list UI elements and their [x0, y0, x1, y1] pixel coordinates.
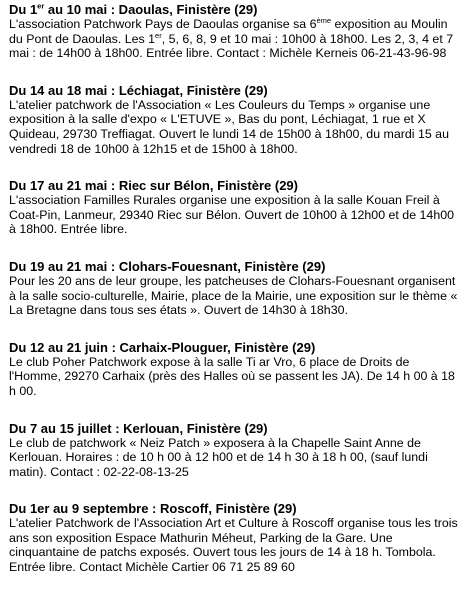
superscript: ème — [316, 15, 332, 25]
event-title: Du 17 au 21 mai : Riec sur Bélon, Finistère (29) — [9, 178, 298, 194]
event-block-carhaix-plouguer — [9, 340, 461, 399]
event-block-kerlouan — [9, 421, 461, 480]
event-title: Du 19 au 21 mai : Clohars-Fouesnant, Finistère (29) — [9, 258, 326, 274]
event-title: Du 1er au 9 septembre : Roscoff, Finistère (29) — [9, 501, 297, 517]
superscript: er — [37, 1, 45, 11]
event-block-roscoff — [9, 501, 461, 574]
event-block-daoulas — [9, 2, 461, 61]
event-block-clohars-fouesnant — [9, 259, 461, 318]
event-description: Pour les 20 ans de leur groupe, les patcheuses de Clohars-Fouesnant organisent à la salle socio-culturelle, Mairie, place de la Mairie, une exposition sur le thème « La Bretagne dans tous ses états ». Ouvert de 14h30 à 18h30. — [9, 273, 458, 318]
event-title: Du 1er au 10 mai : Daoulas, Finistère (29) — [9, 1, 258, 17]
event-description: L'association Familles Rurales organise une exposition à la salle Kouan Freil à Coat-Pin, Lanmeur, 29340 Riec sur Bélon. Ouvert de 10h00 à 12h00 et de 14h00 à 18h00. Entrée libre. — [9, 193, 454, 237]
event-block-lechiagat — [9, 83, 461, 156]
event-description: Le club de patchwork « Neiz Patch » exposera à la Chapelle Saint Anne de Kerlouan. Horaires : de 10 h 00 à 12 h00 et de 14 h 30 à 18 h 00, (sauf lundi matin). Contact : 02-22-08-13-25 — [9, 435, 428, 479]
event-title: Du 14 au 18 mai : Léchiagat, Finistère (29) — [9, 82, 268, 98]
event-description: L'association Patchwork Pays de Daoulas organise sa 6ème exposition au Moulin du Pont de Daoulas. Les 1er, 5, 6, 8, 9 et 10 mai : 10h00 à 18h00. Les 2, 3, 4 et 7 mai : de 14h00 à 18h00. Entrée libre. Contact : Michèle Kerneis 06-21-43-96-98 — [9, 15, 454, 61]
event-block-riec-sur-belon — [9, 178, 461, 237]
event-title: Du 12 au 21 juin : Carhaix-Plouguer, Finistère (29) — [9, 339, 316, 355]
event-title: Du 7 au 15 juillet : Kerlouan, Finistère (29) — [9, 420, 268, 436]
event-description: L'atelier patchwork de l'Association « Les Couleurs du Temps » organise une exposition à la salle d'expo « L'ETUVE », Bas du pont, Léchiagat, 1 rue et X Quideau, 29730 Treffiagat. Ouvert le lundi 14 de 15h00 à 18h00, du mardi 15 au vendredi 18 de 10h00 à 12h15 et de 15h00 à 18h00. — [9, 97, 449, 156]
event-description: Le club Poher Patchwork expose à la salle Ti ar Vro, 6 place de Droits de l'Homme, 29270 Carhaix (près des Halles où se passent les JA). De 14 h 00 à 18 h 00. — [9, 354, 455, 398]
superscript: er — [155, 30, 162, 40]
event-description: L'atelier Patchwork de l'Association Art et Culture à Roscoff organise tous les trois ans son exposition Espace Mathurin Méheut, Parking de la Gare. Une cinquantaine de patchs exposés. Ouvert tous les jours de 14 à 18 h. Tombola. Entrée libre. Contact Michèle Cartier 06 71 25 89 60 — [9, 516, 458, 575]
